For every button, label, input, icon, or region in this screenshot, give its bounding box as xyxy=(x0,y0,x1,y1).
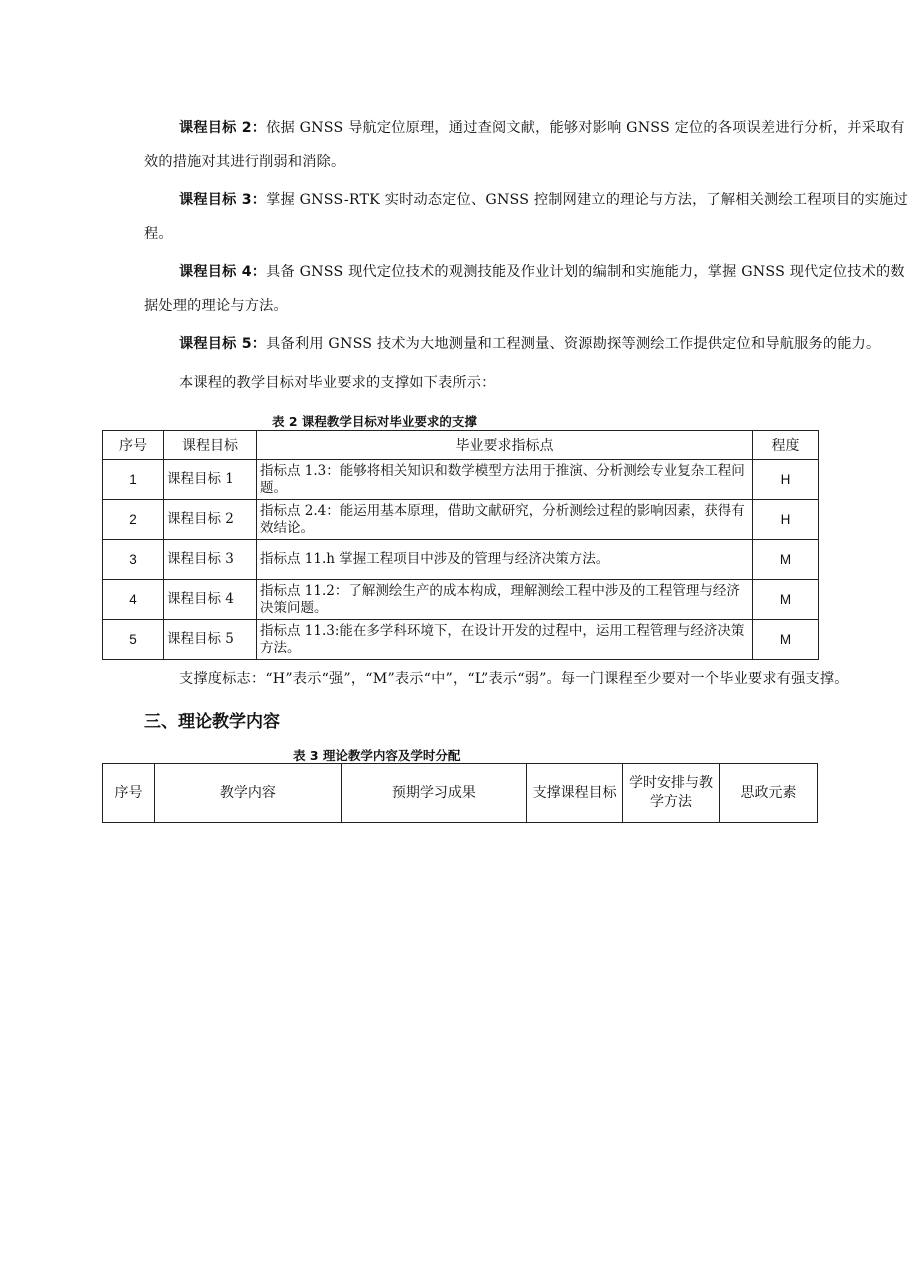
table-row xyxy=(103,620,819,660)
goal-3-paragraph xyxy=(144,183,908,251)
content-table xyxy=(102,763,818,823)
goal-5-label: 课程目标 5： xyxy=(179,336,267,352)
intro-paragraph: 本课程的教学目标对毕业要求的支撑如下表所示： xyxy=(179,375,496,391)
goal-2-label: 课程目标 2： xyxy=(179,120,267,136)
row-goal: 课程目标 5 xyxy=(164,620,257,660)
table2-caption: 表 2 课程教学目标对毕业要求的支撑 xyxy=(272,414,477,429)
table-row xyxy=(103,500,819,540)
row-goal: 课程目标 2 xyxy=(164,500,257,540)
row-index: 2 xyxy=(103,500,164,540)
table3-caption: 表 3 理论教学内容及学时分配 xyxy=(293,748,461,763)
header-outcome: 预期学习成果 xyxy=(341,764,527,823)
table-header-row xyxy=(103,431,819,460)
row-degree: M xyxy=(753,540,819,580)
row-goal: 课程目标 3 xyxy=(164,540,257,580)
header-degree: 程度 xyxy=(753,431,819,460)
goal-4-text: 具备 GNSS 现代定位技术的观测技能及作业计划的编制和实施能力，掌握 GNSS 现代定位技术的数据处理的理论与方法。 xyxy=(144,264,905,314)
table-row xyxy=(103,460,819,500)
goal-5-text: 具备利用 GNSS 技术为大地测量和工程测量、资源勘探等测绘工作提供定位和导航服务的能力。 xyxy=(266,336,881,352)
support-table xyxy=(102,430,819,660)
goal-2-paragraph xyxy=(144,111,908,179)
row-degree: H xyxy=(753,460,819,500)
goal-2-text: 依据 GNSS 导航定位原理，通过查阅文献，能够对影响 GNSS 定位的各项误差进行分析，并采取有效的措施对其进行削弱和消除。 xyxy=(144,120,905,170)
goal-3-label: 课程目标 3： xyxy=(179,192,267,208)
row-indicator: 指标点 2.4：能运用基本原理，借助文献研究，分析测绘过程的影响因素，获得有效结论。 xyxy=(257,500,753,540)
header-index: 序号 xyxy=(103,431,164,460)
table-header-row xyxy=(103,764,818,823)
row-indicator: 指标点 11.3:能在多学科环境下，在设计开发的过程中，运用工程管理与经济决策方法。 xyxy=(257,620,753,660)
support-legend-note: 支撑度标志：“H”表示“强”，“M”表示“中”，“L”表示“弱”。每一门课程至少要对一个毕业要求有强支撑。 xyxy=(179,671,849,687)
header-indicator: 毕业要求指标点 xyxy=(257,431,753,460)
goal-4-paragraph xyxy=(144,255,908,323)
goal-5-paragraph xyxy=(144,327,908,361)
row-indicator: 指标点 1.3：能够将相关知识和数学模型方法用于推演、分析测绘专业复杂工程问题。 xyxy=(257,460,753,500)
header-goal: 支撑课程目标 xyxy=(527,764,623,823)
row-indicator: 指标点 11.2：了解测绘生产的成本构成，理解测绘工程中涉及的工程管理与经济决策问题。 xyxy=(257,580,753,620)
row-index: 3 xyxy=(103,540,164,580)
header-goal: 课程目标 xyxy=(164,431,257,460)
header-index: 序号 xyxy=(103,764,155,823)
row-index: 5 xyxy=(103,620,164,660)
header-content: 教学内容 xyxy=(155,764,342,823)
row-goal: 课程目标 4 xyxy=(164,580,257,620)
row-degree: M xyxy=(753,620,819,660)
row-goal: 课程目标 1 xyxy=(164,460,257,500)
table-row xyxy=(103,580,819,620)
header-ideology: 思政元素 xyxy=(719,764,817,823)
section-heading: 三、理论教学内容 xyxy=(144,712,280,732)
row-indicator: 指标点 11.h 掌握工程项目中涉及的管理与经济决策方法。 xyxy=(257,540,753,580)
row-index: 1 xyxy=(103,460,164,500)
goal-4-label: 课程目标 4： xyxy=(179,264,267,280)
row-degree: H xyxy=(753,500,819,540)
row-index: 4 xyxy=(103,580,164,620)
header-hours-method: 学时安排与教学方法 xyxy=(623,764,720,823)
goal-3-text: 掌握 GNSS-RTK 实时动态定位、GNSS 控制网建立的理论与方法，了解相关测绘工程项目的实施过程。 xyxy=(144,192,908,242)
row-degree: M xyxy=(753,580,819,620)
table-row xyxy=(103,540,819,580)
